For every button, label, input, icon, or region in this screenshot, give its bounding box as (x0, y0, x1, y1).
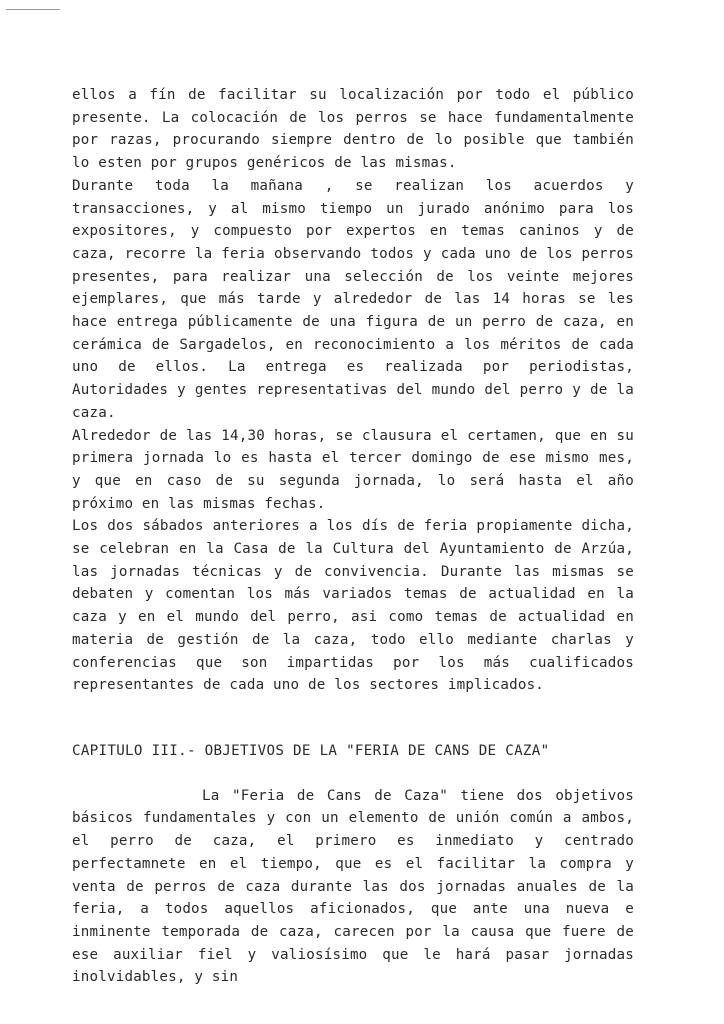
paragraph-technical-days: Los dos sábados anteriores a los dís de feria propiamente dicha, se celebran en la Casa de la Cultura del Ayuntamiento de Arzúa, las jornadas técnicas y de convivencia. Durante las mismas se debaten y comentan los más variados temas de actualidad en la caza y en el mundo del perro, asi como temas de actualidad en materia de gestión de la caza, todo ello mediante charlas y conferencias que son impartidas por los más cualificados representantes de cada uno de los sectores implicados. (72, 518, 634, 694)
paragraph-closing-time: Alrededor de las 14,30 horas, se clausura el certamen, que en su primera jornada lo es hasta el tercer domingo de ese mismo mes, y que en caso de su segunda jornada, lo será hasta el año próximo en las mismas fechas. (72, 427, 634, 512)
paragraph-objectives: La "Feria de Cans de Caza" tiene dos objetivos básicos fundamentales y con un elemento de unión común a ambos, el perro de caza, el primero es inmediato y centrado perfectamnete en el tiempo, que es el facilitar la compra y venta de perros de caza durante las dos jornadas anuales de la feria, a todos aquellos aficionados, que ante una nueva e inminente temporada de caza, carecen por la causa que fuere de ese auxiliar fiel y valiosísimo que le hará pasar jornadas inolvidables, y sin (72, 787, 634, 986)
paragraph-morning-activities: Durante toda la mañana , se realizan los acuerdos y transacciones, y al mismo tiempo un jurado anónimo para los expositores, y compuesto por expertos en temas caninos y de caza, recorre la feria observando todos y cada uno de los perros presentes, para realizar una selección de los veinte mejores ejemplares, que más tarde y alrededor de las 14 horas se les hace entrega públicamente de una figura de un perro de caza, en cerámica de Sargadelos, en reconocimiento a los méritos de cada uno de ellos. La entrega es realizada por periodistas, Autoridades y gentes representativas del mundo del perro y de la caza. (72, 177, 634, 421)
chapter-heading: CAPITULO III.- OBJETIVOS DE LA "FERIA DE CANS DE CAZA" (72, 742, 550, 759)
paragraph-location-of-dogs: ellos a fín de facilitar su localización por todo el público presente. La colocación de los perros se hace fundamentalmente por razas, procurando siempre dentro de lo posible que también lo esten por grupos genéricos de las mismas. (72, 87, 634, 172)
document-page (72, 84, 634, 989)
scan-corner-mark (6, 9, 60, 10)
